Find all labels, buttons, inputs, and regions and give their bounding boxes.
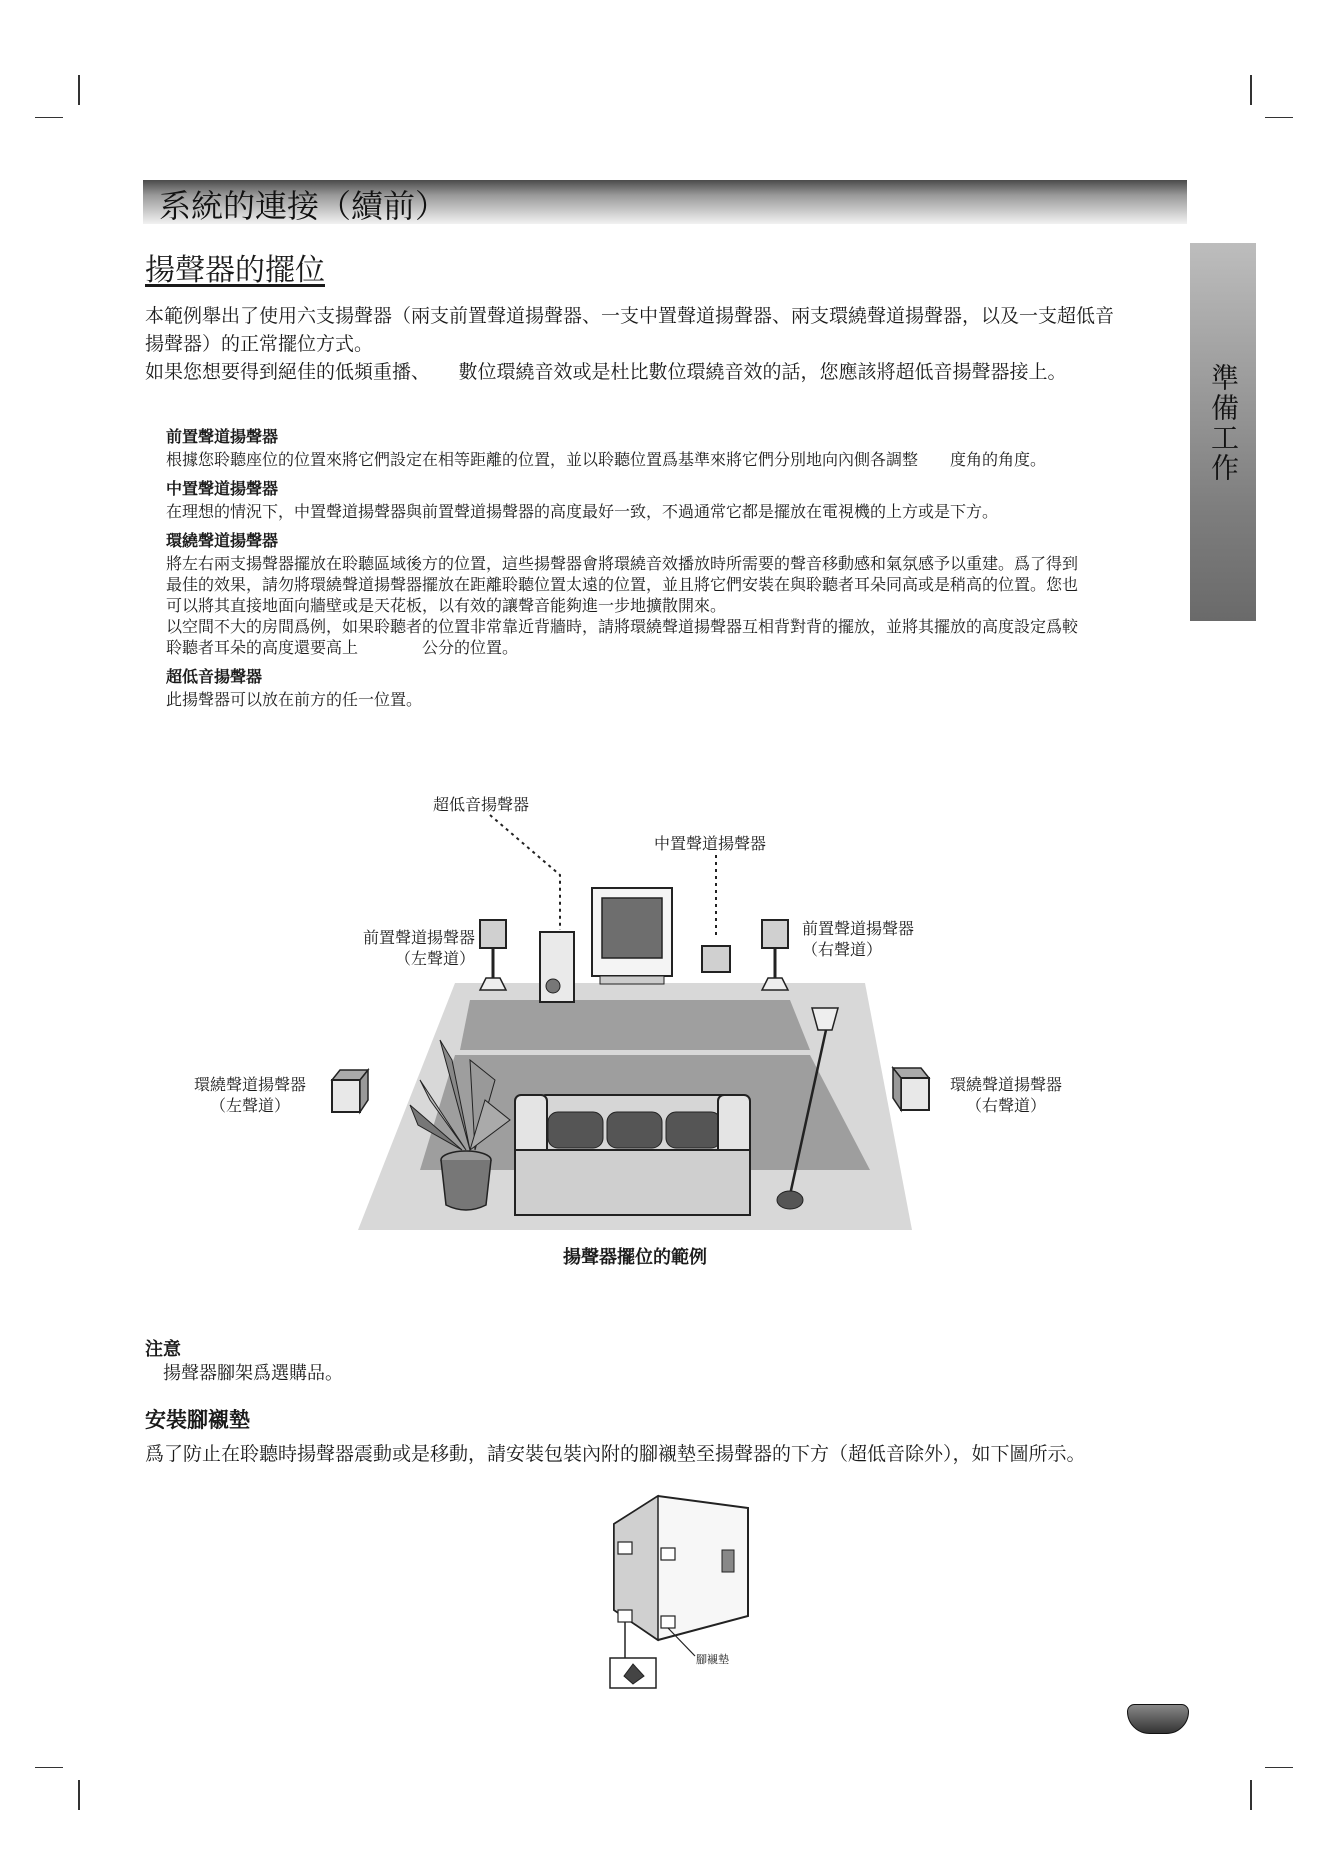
- front-left-label: [345, 927, 475, 969]
- rug-area: [420, 1055, 870, 1170]
- surround-right-label-line: 環繞聲道揚聲器: [950, 1075, 1063, 1094]
- subwoofer-text: 此揚聲器可以放在前方的任一位置。: [166, 690, 423, 709]
- subwoofer-leader: [490, 815, 560, 930]
- crop-mark: [35, 1767, 63, 1768]
- subwoofer-heading: 超低音揚聲器: [166, 667, 263, 686]
- page-number-tab: [1127, 1704, 1189, 1734]
- crop-mark: [78, 75, 80, 105]
- front-speaker-heading: 前置聲道揚聲器: [166, 427, 279, 446]
- subwoofer-label: 超低音揚聲器: [433, 795, 530, 814]
- front-left-sub-label: （左聲道）: [394, 949, 475, 968]
- front-right-label: [802, 918, 914, 960]
- surround-speaker-text: 將左右兩支揚聲器擺放在聆聽區域後方的位置，這些揚聲器會將環繞音效播放時所需要的聲音移動感和氣氛感予以重建。爲了得到: [166, 554, 1079, 573]
- page-title: 系統的連接（續前）: [159, 187, 448, 225]
- center-speaker-text: 在理想的情況下，中置聲道揚聲器與前置聲道揚聲器的高度最好一致，不過通常它都是擺放在電視機的上方或是下方。: [166, 502, 999, 521]
- note-title: 注意: [145, 1339, 181, 1360]
- pads-figure-label: 腳襯墊: [696, 1653, 729, 1666]
- section-title: 揚聲器的擺位: [145, 253, 325, 288]
- pads-title: 安裝腳襯墊: [145, 1408, 250, 1432]
- side-tab: [1190, 243, 1256, 621]
- diagram-caption: 揚聲器擺位的範例: [563, 1247, 707, 1268]
- surround-speaker-heading: 環繞聲道揚聲器: [166, 531, 279, 550]
- front-right-speaker-icon: [762, 920, 788, 990]
- crop-mark: [1250, 75, 1252, 105]
- center-speaker-label: 中置聲道揚聲器: [654, 834, 767, 853]
- crop-mark: [1265, 117, 1293, 118]
- surround-right-label: [950, 1074, 1062, 1116]
- intro-line: 如果您想要得到絕佳的低頻重播、 數位環繞音效或是杜比數位環繞音效的話，您應該將超低音揚聲器接上。: [145, 361, 1067, 383]
- surround-right-sub-label: （右聲道）: [966, 1096, 1047, 1115]
- crop-mark: [1265, 1767, 1293, 1768]
- surround-left-label: [194, 1074, 306, 1116]
- side-tab-label: 準備工作: [1207, 363, 1240, 483]
- note-text: 揚聲器腳架爲選購品。: [163, 1363, 343, 1384]
- intro-line: 揚聲器）的正常擺位方式。: [145, 333, 374, 355]
- crop-mark: [78, 1780, 80, 1810]
- floor-area: [358, 983, 912, 1230]
- surround-left-sub-label: （左聲道）: [210, 1096, 291, 1115]
- surround-speaker-text: 以空間不大的房間爲例，如果聆聽者的位置非常靠近背牆時，請將環繞聲道揚聲器互相背對背的擺放，並將其擺放的高度設定爲較: [166, 617, 1079, 636]
- speaker-pads-figure: [600, 1490, 760, 1690]
- front-left-speaker-icon: [480, 920, 506, 990]
- plant-icon: [410, 1040, 510, 1210]
- floor-lamp-icon: [777, 1008, 838, 1209]
- front-left-label-line: 前置聲道揚聲器: [362, 928, 475, 947]
- tv-icon: [592, 888, 672, 984]
- intro-line: 本範例舉出了使用六支揚聲器（兩支前置聲道揚聲器、一支中置聲道揚聲器、兩支環繞聲道揚聲器，以及一支超低音: [145, 305, 1115, 327]
- center-speaker-heading: 中置聲道揚聲器: [166, 479, 279, 498]
- front-right-label-line: 前置聲道揚聲器: [802, 919, 915, 938]
- listening-area: [460, 1000, 810, 1050]
- front-speaker-text: 根據您聆聽座位的位置來將它們設定在相等距離的位置，並以聆聽位置爲基準來將它們分別地向內側各調整 度角的角度。: [166, 450, 1047, 469]
- subwoofer-icon: [540, 932, 574, 1002]
- surround-left-label-line: 環繞聲道揚聲器: [194, 1075, 307, 1094]
- surround-speaker-text: 聆聽者耳朵的高度還要高上 公分的位置。: [166, 638, 519, 657]
- crop-mark: [1250, 1780, 1252, 1810]
- front-right-sub-label: （右聲道）: [802, 940, 883, 959]
- surround-left-speaker-icon: [332, 1070, 368, 1112]
- surround-right-speaker-icon: [893, 1068, 929, 1110]
- surround-speaker-text: 最佳的效果，請勿將環繞聲道揚聲器擺放在距離聆聽位置太遠的位置，並且將它們安裝在與聆聽者耳朵同高或是稍高的位置。您也: [166, 575, 1079, 594]
- note-block: [145, 1338, 343, 1386]
- pads-text: 爲了防止在聆聽時揚聲器震動或是移動，請安裝包裝內附的腳襯墊至揚聲器的下方（超低音除外），如下圖所示。: [145, 1443, 1086, 1465]
- sofa-icon: [515, 1095, 750, 1215]
- intro-paragraph: [145, 302, 1185, 386]
- surround-speaker-text: 可以將其直接地面向牆壁或是天花板，以有效的讓聲音能夠進一步地擴散開來。: [166, 596, 727, 615]
- header-bar: [143, 180, 1187, 224]
- center-speaker-icon: [702, 946, 730, 972]
- speaker-descriptions: [166, 424, 1191, 710]
- crop-mark: [35, 117, 63, 118]
